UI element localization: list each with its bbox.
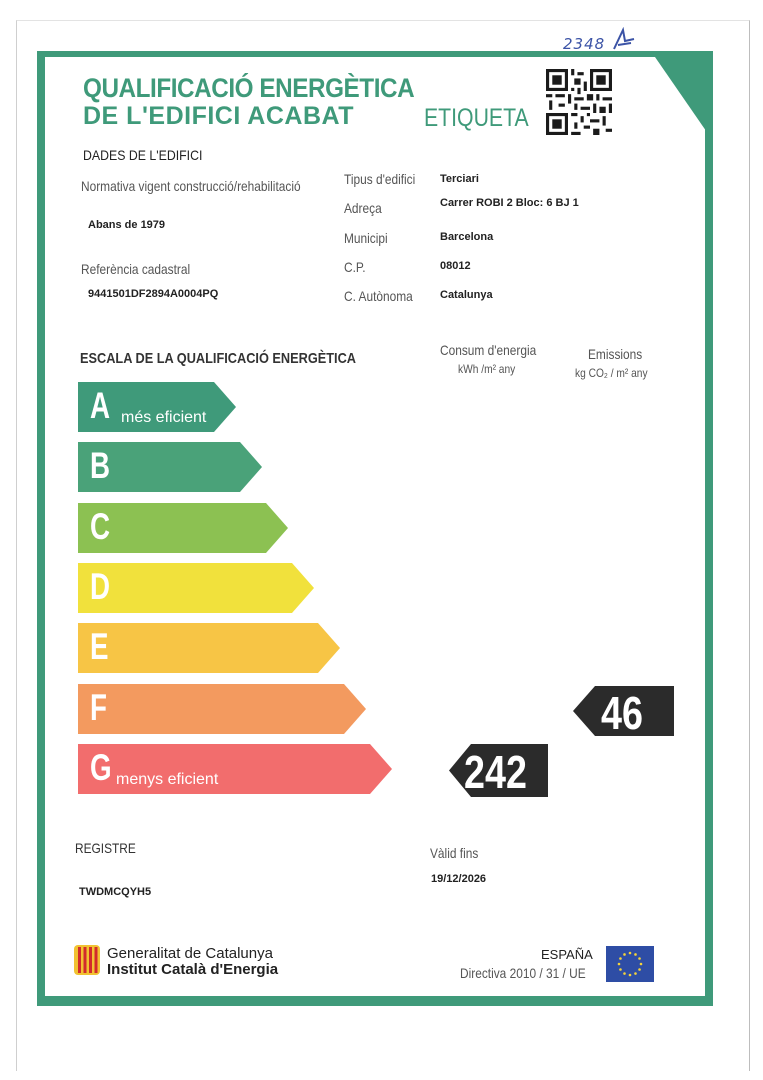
referencia-label: Referència cadastral	[81, 261, 191, 277]
consum-unit: kWh /m² any	[458, 362, 516, 376]
building-section-title: DADES DE L'EDIFICI	[83, 147, 203, 163]
autonoma-label: C. Autònoma	[344, 288, 413, 304]
registre-label: REGISTRE	[75, 840, 136, 856]
grade-letter: F	[90, 686, 107, 728]
emissions-value: 46	[601, 687, 643, 739]
grade-bar-g	[78, 744, 392, 794]
scale-title: ESCALA DE LA QUALIFICACIÓ ENERGÈTICA	[80, 350, 357, 367]
adreca-label: Adreça	[344, 200, 382, 216]
adreca-value: Carrer ROBI 2 Bloc: 6 BJ 1	[440, 197, 579, 209]
tipus-value: Terciari	[440, 173, 479, 185]
grade-letter: C	[90, 505, 111, 547]
valid-label: Vàlid fins	[430, 845, 479, 861]
org-institute: Institut Català d'Energia	[107, 961, 279, 978]
grade-bar-f	[78, 684, 366, 734]
org-name: Generalitat de Catalunya	[107, 945, 273, 962]
label-type: ETIQUETA	[424, 104, 529, 132]
handwritten-note: 2348	[563, 27, 637, 53]
registre-value: TWDMCQYH5	[79, 886, 152, 898]
grade-bar-b	[78, 442, 262, 492]
signature-mark-icon	[611, 27, 637, 53]
emissions-label: Emissions	[588, 346, 643, 362]
grade-letter: E	[90, 626, 109, 668]
grade-bar-c	[78, 503, 288, 553]
municipi-label: Municipi	[344, 230, 388, 246]
normativa-label: Normativa vigent construcció/rehabilitació	[81, 178, 301, 194]
label-subtitle: DE L'EDIFICI ACABAT	[83, 102, 354, 130]
municipi-value: Barcelona	[440, 231, 494, 243]
grade-letter: A	[90, 385, 111, 426]
grade-description: més eficient	[121, 409, 207, 426]
cp-value: 08012	[440, 260, 471, 272]
tipus-label: Tipus d'edifici	[344, 171, 416, 187]
consum-label: Consum d'energia	[440, 342, 537, 358]
directive-label: Directiva 2010 / 31 / UE	[460, 965, 586, 981]
country-label: ESPAÑA	[541, 947, 593, 962]
grade-description: menys eficient	[116, 770, 219, 788]
grade-bar-d	[78, 563, 314, 613]
grade-letter: B	[90, 445, 111, 487]
grade-bar-a	[78, 382, 236, 432]
emissions-indicator	[573, 686, 674, 741]
valid-value: 19/12/2026	[431, 873, 487, 885]
qr-code-icon	[546, 69, 612, 135]
eu-flag-icon	[606, 946, 654, 982]
consum-indicator	[449, 744, 548, 802]
autonoma-value: Catalunya	[440, 289, 493, 301]
consum-value: 242	[464, 746, 527, 798]
normativa-value: Abans de 1979	[88, 219, 166, 231]
grade-letter: G	[90, 746, 112, 788]
label-title: QUALIFICACIÓ ENERGÈTICA	[83, 73, 415, 103]
emissions-unit: kg CO₂ / m² any	[575, 366, 648, 380]
grade-bar-e	[78, 623, 340, 673]
generalitat-logo-icon	[74, 945, 100, 975]
frame-corner-fold	[655, 57, 713, 141]
grade-letter: D	[90, 565, 111, 607]
cp-label: C.P.	[344, 259, 366, 275]
referencia-value: 9441501DF2894A0004PQ	[88, 288, 219, 300]
